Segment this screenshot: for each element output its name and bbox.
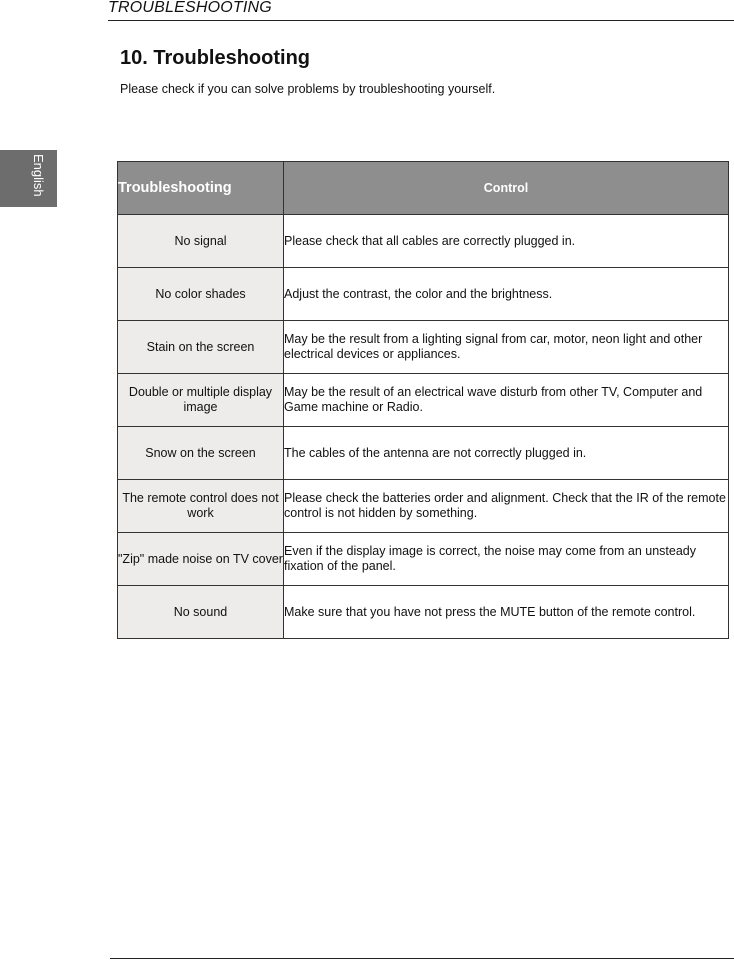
running-header <box>108 0 734 21</box>
table-row <box>118 374 729 427</box>
troubleshooting-table <box>117 161 729 639</box>
problem-cell: Double or multiple display image <box>118 374 284 427</box>
table-row <box>118 321 729 374</box>
table-row <box>118 268 729 321</box>
problem-cell: The remote control does not work <box>118 480 284 533</box>
table-row <box>118 427 729 480</box>
solution-cell: Please check that all cables are correctly plugged in. <box>284 215 729 268</box>
table-row <box>118 586 729 639</box>
language-tab-label: English <box>31 154 46 197</box>
problem-cell: No signal <box>118 215 284 268</box>
solution-cell: Even if the display image is correct, the noise may come from an unsteady fixation of the panel. <box>284 533 729 586</box>
intro-text: Please check if you can solve problems by troubleshooting yourself. <box>120 82 496 96</box>
problem-cell: No sound <box>118 586 284 639</box>
footer-rule <box>110 958 734 959</box>
solution-cell: Please check the batteries order and alignment. Check that the IR of the remote control is not hidden by something. <box>284 480 729 533</box>
problem-cell: Stain on the screen <box>118 321 284 374</box>
table-header-row <box>118 162 729 215</box>
problem-cell: "Zip" made noise on TV cover <box>118 533 284 586</box>
running-header-title: TROUBLESHOOTING <box>108 0 272 16</box>
solution-cell: The cables of the antenna are not correctly plugged in. <box>284 427 729 480</box>
section-title: 10. Troubleshooting <box>120 47 311 69</box>
problem-cell: Snow on the screen <box>118 427 284 480</box>
solution-cell: May be the result of an electrical wave disturb from other TV, Computer and Game machine or Radio. <box>284 374 729 427</box>
table-row <box>118 215 729 268</box>
column-header-troubleshooting: Troubleshooting <box>118 162 284 215</box>
solution-cell: Make sure that you have not press the MUTE button of the remote control. <box>284 586 729 639</box>
table-row <box>118 533 729 586</box>
table-row <box>118 480 729 533</box>
column-header-control: Control <box>284 162 729 215</box>
language-tab <box>0 150 57 207</box>
solution-cell: May be the result from a lighting signal from car, motor, neon light and other electrical devices or appliances. <box>284 321 729 374</box>
problem-cell: No color shades <box>118 268 284 321</box>
solution-cell: Adjust the contrast, the color and the brightness. <box>284 268 729 321</box>
